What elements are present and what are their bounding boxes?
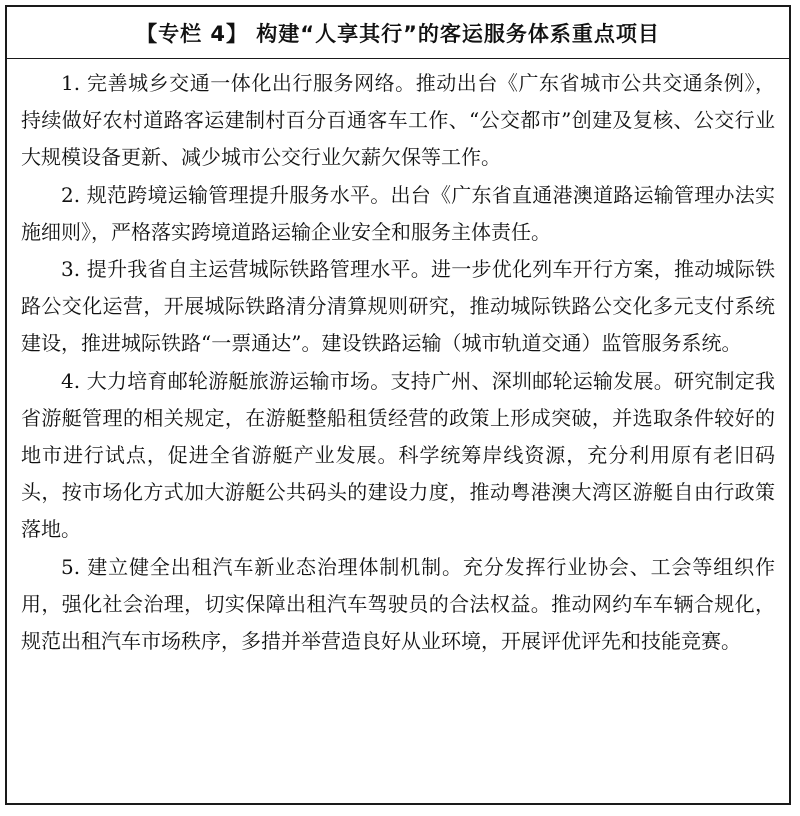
column-content (7, 59, 789, 660)
paragraph-4: 4. 大力培育邮轮游艇旅游运输市场。支持广州、深圳邮轮运输发展。研究制定我省游艇管理的相关规定，在游艇整船租赁经营的政策上形成突破，并选取条件较好的地市进行试点，促进全省游艇产业发展。科学统筹岸线资源，充分利用原有老旧码头，按市场化方式加大游艇公共码头的建设力度，推动粤港澳大湾区游艇自由行政策落地。 (21, 368, 775, 542)
column-box (5, 5, 791, 805)
paragraph-5: 5. 建立健全出租汽车新业态治理体制机制。充分发挥行业协会、工会等组织作用，强化社会治理，切实保障出租汽车驾驶员的合法权益。推动网约车车辆合规化，规范出租汽车市场秩序，多措并举营造良好从业环境，开展评优评先和技能竞赛。 (21, 554, 775, 654)
paragraph-3: 3. 提升我省自主运营城际铁路管理水平。进一步优化列车开行方案，推动城际铁路公交化运营，开展城际铁路清分清算规则研究，推动城际铁路公交化多元支付系统建设，推进城际铁路“一票通达”。建设铁路运输（城市轨道交通）监管服务系统。 (21, 257, 775, 356)
paragraph-2: 2. 规范跨境运输管理提升服务水平。出台《广东省直通港澳道路运输管理办法实施细则》，严格落实跨境道路运输企业安全和服务主体责任。 (21, 182, 775, 244)
paragraph-1: 1. 完善城乡交通一体化出行服务网络。推动出台《广东省城市公共交通条例》，持续做好农村道路客运建制村百分百通客车工作、“公交都市”创建及复核、公交行业大规模设备更新、减少城市公交行业欠薪欠保等工作。 (21, 71, 775, 170)
column-title: 【专栏 4】 构建“人享其行”的客运服务体系重点项目 (7, 7, 789, 59)
